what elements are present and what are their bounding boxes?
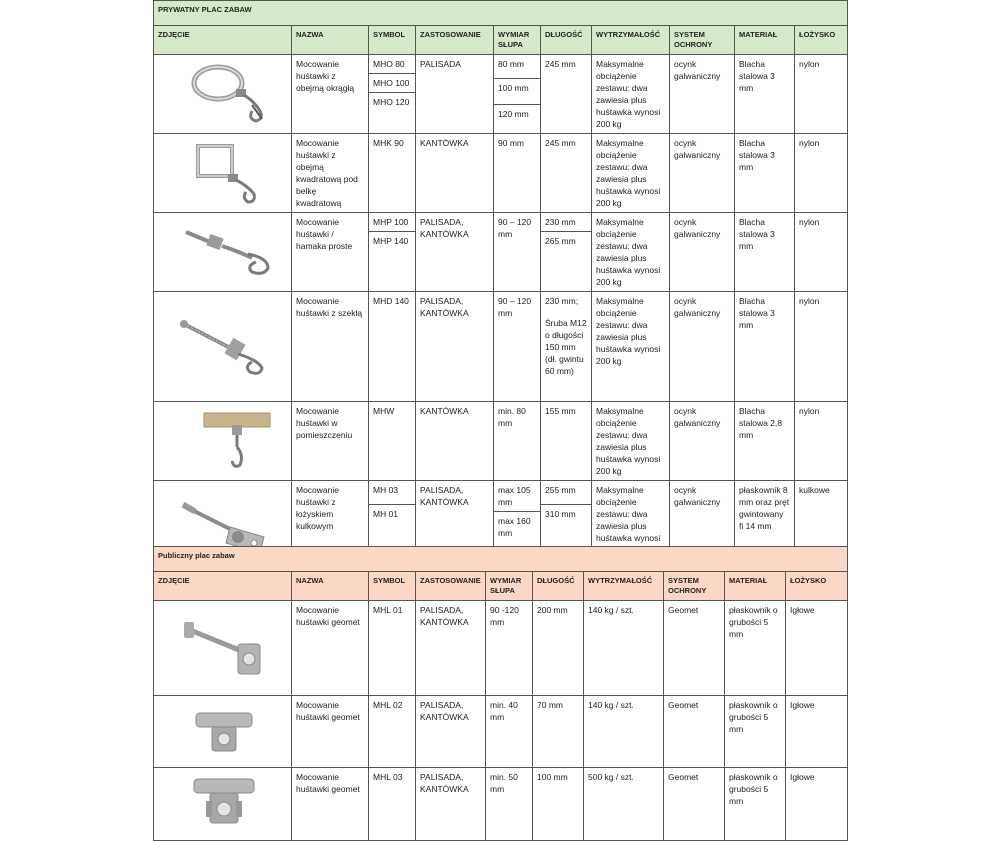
col-header-material: MATERIAŁ — [725, 572, 786, 601]
product-name: Mocowanie huśtawki z szeklą — [292, 292, 369, 402]
length-note: Śruba M12 o długości 150 mm (dł. gwintu 60 mm) — [545, 318, 587, 376]
private-table-title: PRYWATNY PLAC ZABAW — [154, 1, 848, 26]
col-header-strength: WYTRZYMAŁOŚĆ — [592, 26, 670, 55]
col-header-strength: WYTRZYMAŁOŚĆ — [584, 572, 664, 601]
product-name: Mocowanie huśtawki z obejmą okrągłą — [292, 55, 369, 134]
product-name: Mocowanie huśtawki z łożyskiem kulkowym — [292, 481, 369, 571]
symbol-cell: MHL 02 — [369, 696, 416, 768]
protection-cell: ocynk galwaniczny — [670, 292, 735, 402]
material-cell: Blacha stalowa 3 mm — [735, 55, 795, 134]
post-size-cell: min. 50 mm — [486, 768, 533, 841]
use-cell: KANTÓWKA — [416, 402, 494, 481]
length-cell: 155 mm — [541, 402, 592, 481]
product-name: Mocowanie huśtawki geomet — [292, 768, 369, 841]
symbol-cell: MHW — [369, 402, 416, 481]
table-row — [154, 402, 848, 481]
material-cell: płaskownik 8 mm oraz pręt gwintowany fi 14 mm — [735, 481, 795, 571]
use-cell: PALISADA, KANTÓWKA — [416, 481, 494, 571]
post-size-cell: 90 – 120 mm — [494, 213, 541, 292]
product-name: Mocowanie huśtawki / hamaka proste — [292, 213, 369, 292]
bearing-cell: kulkowe — [795, 481, 848, 571]
public-playground-table — [153, 546, 848, 841]
symbol-cell: MHO 100 — [369, 74, 415, 93]
symbol-cell: MHL 01 — [369, 601, 416, 696]
use-cell: PALISADA, KANTÓWKA — [416, 213, 494, 292]
use-cell: PALISADA, KANTÓWKA — [416, 292, 494, 402]
strength-cell: Maksymalne obciążenie zestawu: dwa zawiesia plus huśtawka wynosi 200 kg — [592, 55, 670, 134]
bearing-cell: nylon — [795, 134, 848, 213]
post-size-cell: 120 mm — [498, 109, 529, 119]
private-playground-table — [153, 0, 848, 571]
table-row — [154, 601, 848, 696]
material-cell: płaskownik o grubości 5 mm — [725, 601, 786, 696]
bearing-cell: Igłowe — [786, 768, 848, 841]
post-size-cell: 90 – 120 mm — [494, 292, 541, 402]
table-row — [154, 292, 848, 402]
material-cell: Blacha stalowa 3 mm — [735, 134, 795, 213]
length-cell: 200 mm — [533, 601, 584, 696]
bearing-cell: Igłowe — [786, 696, 848, 768]
product-name: Mocowanie huśtawki geomet — [292, 601, 369, 696]
length-cell: 255 mm — [541, 481, 591, 505]
col-header-bearing: ŁOŻYSKO — [795, 26, 848, 55]
col-header-post-size: WYMIAR SŁUPA — [494, 26, 541, 55]
shackle-bolt-image — [154, 292, 292, 402]
strength-cell: Maksymalne obciążenie zestawu: dwa zawiesia plus huśtawka wynosi 200 kg — [592, 292, 670, 402]
protection-cell: Geomet — [664, 696, 725, 768]
post-size-cell: 90 -120 mm — [486, 601, 533, 696]
length-cell: 245 mm — [541, 55, 592, 134]
post-size-cell: 90 mm — [494, 134, 541, 213]
table-row — [154, 134, 848, 213]
strength-cell: 500 kg / szt. — [584, 768, 664, 841]
col-header-photo: ZDJĘCIE — [154, 572, 292, 601]
col-header-material: MATERIAŁ — [735, 26, 795, 55]
square-clamp-hook-image — [154, 134, 292, 213]
straight-hook-image — [154, 213, 292, 292]
bearing-cell: nylon — [795, 402, 848, 481]
strength-cell: Maksymalne obciążenie zestawu: dwa zawiesia plus huśtawka wynosi 200 kg — [592, 134, 670, 213]
length-cell: 70 mm — [533, 696, 584, 768]
col-header-protection: SYSTEM OCHRONY — [670, 26, 735, 55]
use-cell: PALISADA — [416, 55, 494, 134]
bearing-cell: nylon — [795, 292, 848, 402]
length-cell: 230 mm; — [545, 296, 579, 306]
col-header-bearing: ŁOŻYSKO — [786, 572, 848, 601]
post-size-cell: 80 mm — [494, 55, 540, 79]
protection-cell: ocynk galwaniczny — [670, 213, 735, 292]
length-cell: 310 mm — [545, 509, 576, 519]
symbol-cell: MHO 80 — [369, 55, 415, 74]
use-cell: PALISADA, KANTÓWKA — [416, 768, 486, 841]
bearing-cell: nylon — [795, 55, 848, 134]
strength-cell: Maksymalne obciążenie zestawu: dwa zawiesia plus huśtawka wynosi 200 kg — [592, 213, 670, 292]
length-cell: 100 mm — [533, 768, 584, 841]
material-cell: Blacha stalowa 2,8 mm — [735, 402, 795, 481]
post-size-cell: min. 40 mm — [486, 696, 533, 768]
symbol-cell: MHD 140 — [369, 292, 416, 402]
symbol-cell: MHP 140 — [373, 236, 409, 246]
col-header-protection: SYSTEM OCHRONY — [664, 572, 725, 601]
product-name: Mocowanie huśtawki w pomieszczeniu — [292, 402, 369, 481]
bearing-cell: Igłowe — [786, 601, 848, 696]
geomet-heavy-plate-image — [154, 768, 292, 841]
post-size-cell: max 160 mm — [498, 516, 531, 538]
product-name: Mocowanie huśtawki geomet — [292, 696, 369, 768]
material-cell: Blacha stalowa 3 mm — [735, 213, 795, 292]
material-cell: płaskownik o grubości 5 mm — [725, 696, 786, 768]
protection-cell: ocynk galwaniczny — [670, 55, 735, 134]
geomet-bolt-hook-image — [154, 601, 292, 696]
table-row — [154, 213, 848, 292]
bearing-cell: nylon — [795, 213, 848, 292]
symbol-cell: MHO 120 — [373, 97, 410, 107]
table-row — [154, 696, 848, 768]
strength-cell: Maksymalne obciążenie zestawu: dwa zawiesia plus huśtawka wynosi 200 kg — [592, 402, 670, 481]
length-cell: 245 mm — [541, 134, 592, 213]
col-header-use: ZASTOSOWANIE — [416, 26, 494, 55]
geomet-plate-hook-image — [154, 696, 292, 768]
use-cell: PALISADA, KANTÓWKA — [416, 601, 486, 696]
strength-cell: 140 kg / szt. — [584, 696, 664, 768]
symbol-cell: MHL 03 — [369, 768, 416, 841]
strength-cell: Maksymalne obciążenie zestawu: dwa zawiesia plus huśtawka wynosi — [592, 481, 670, 571]
table-row — [154, 768, 848, 841]
col-header-symbol: SYMBOL — [369, 26, 416, 55]
col-header-use: ZASTOSOWANIE — [416, 572, 486, 601]
protection-cell: Geomet — [664, 768, 725, 841]
use-cell: KANTÓWKA — [416, 134, 494, 213]
length-cell: 265 mm — [545, 236, 576, 246]
col-header-photo: ZDJĘCIE — [154, 26, 292, 55]
table-row — [154, 55, 848, 134]
material-cell: płaskownik o grubości 5 mm — [725, 768, 786, 841]
col-header-symbol: SYMBOL — [369, 572, 416, 601]
symbol-cell: MH 03 — [369, 481, 415, 505]
col-header-name: NAZWA — [292, 26, 369, 55]
post-size-cell: max 105 mm — [494, 481, 540, 512]
symbol-cell: MH 01 — [373, 509, 399, 519]
col-header-post-size: WYMIAR SŁUPA — [486, 572, 533, 601]
post-size-cell: min. 80 mm — [494, 402, 541, 481]
material-cell: Blacha stalowa 3 mm — [735, 292, 795, 402]
protection-cell: ocynk galwaniczny — [670, 481, 735, 571]
col-header-length: DŁUGOŚĆ — [541, 26, 592, 55]
round-clamp-hook-image — [154, 55, 292, 134]
col-header-length: DŁUGOŚĆ — [533, 572, 584, 601]
col-header-name: NAZWA — [292, 572, 369, 601]
indoor-hook-image — [154, 402, 292, 481]
use-cell: PALISADA, KANTÓWKA — [416, 696, 486, 768]
protection-cell: ocynk galwaniczny — [670, 402, 735, 481]
product-name: Mocowanie huśtawki z obejmą kwadratową pod belkę kwadratową — [292, 134, 369, 213]
protection-cell: ocynk galwaniczny — [670, 134, 735, 213]
protection-cell: Geomet — [664, 601, 725, 696]
length-cell: 230 mm — [541, 213, 591, 232]
public-table-title: Publiczny plac zabaw — [154, 547, 848, 572]
post-size-cell: 100 mm — [494, 79, 540, 105]
strength-cell: 140 kg / szt. — [584, 601, 664, 696]
symbol-cell: MHP 100 — [369, 213, 415, 232]
symbol-cell: MHK 90 — [369, 134, 416, 213]
